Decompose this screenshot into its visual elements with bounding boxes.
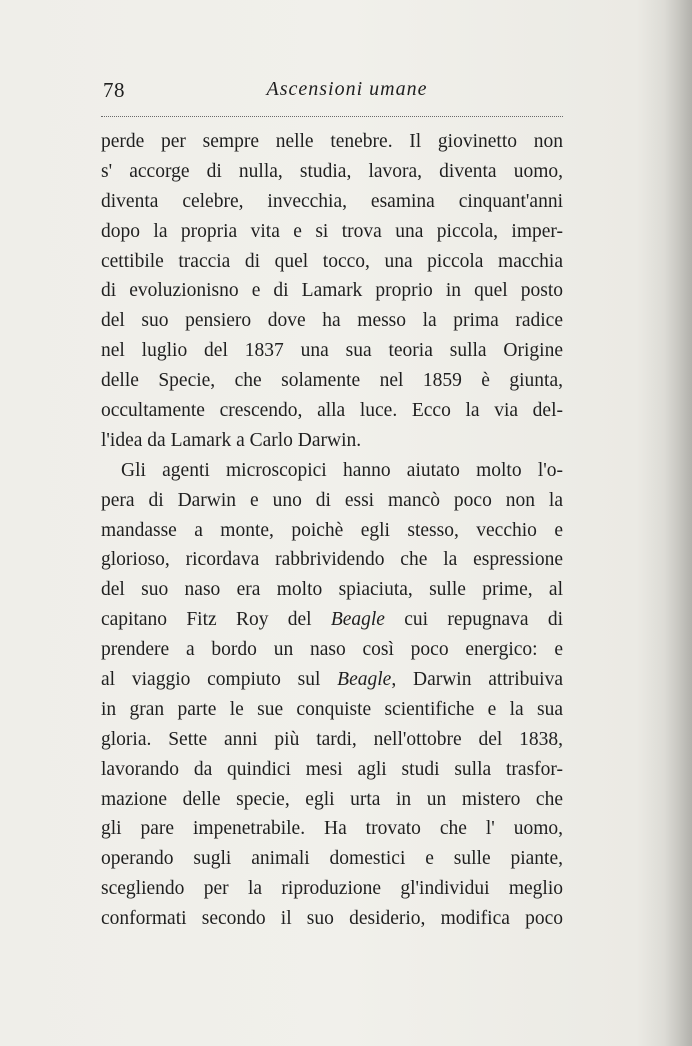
header-rule (101, 116, 563, 117)
text-line: al viaggio compiuto sul Beagle, Darwin attribuiva (101, 669, 563, 691)
text-line: dopo la propria vita e si trova una piccola, imper- (101, 220, 563, 242)
text-line: s' accorge di nulla, studia, lavora, diventa uomo, (101, 160, 563, 182)
text-line: nel luglio del 1837 una sua teoria sulla Origine (101, 340, 563, 362)
text-line: prendere a bordo un naso così poco energico: e (101, 639, 563, 661)
text-line: operando sugli animali domestici e sulle piante, (101, 848, 563, 870)
text-line: pera di Darwin e uno di essi mancò poco non la (101, 489, 563, 511)
text-line: mandasse a monte, poichè egli stesso, vecchio e (101, 519, 563, 541)
text-line: gloria. Sette anni più tardi, nell'ottobre del 1838, (101, 728, 563, 750)
text-line: l'idea da Lamark a Carlo Darwin. (101, 429, 362, 451)
text-line: gli pare impenetrabile. Ha trovato che l' uomo, (101, 818, 563, 840)
text-line: cettibile traccia di quel tocco, una piccola macchia (101, 250, 563, 272)
paragraph-2 (101, 456, 563, 934)
body-text (101, 127, 563, 934)
text-line: mazione delle specie, egli urta in un mistero che (101, 788, 563, 810)
running-title: Ascensioni umane (266, 78, 428, 100)
text-line: capitano Fitz Roy del Beagle cui repugnava di (101, 609, 563, 631)
text-line: delle Specie, che solamente nel 1859 è giunta, (101, 370, 563, 392)
text-line: in gran parte le sue conquiste scientifiche e la sua (101, 698, 563, 720)
text-line: di evoluzionisno e di Lamark proprio in quel posto (101, 280, 563, 302)
text-line: del suo pensiero dove ha messo la prima radice (101, 310, 563, 332)
text-line: perde per sempre nelle tenebre. Il giovinetto non (101, 131, 563, 152)
text-line: glorioso, ricordava rabbrividendo che la espressione (101, 549, 563, 571)
page-number: 78 (103, 78, 125, 102)
text-line: scegliendo per la riproduzione gl'individui meglio (101, 878, 563, 900)
text-line: occultamente crescendo, alla luce. Ecco la via del- (101, 400, 563, 422)
text-line: del suo naso era molto spiaciuta, sulle prime, al (101, 579, 563, 601)
paragraph-1 (101, 127, 563, 456)
page-header (101, 78, 563, 110)
text-line: conformati secondo il suo desiderio, modifica poco (101, 908, 563, 930)
ship-name: Beagle (330, 609, 385, 631)
text-line: lavorando da quindici mesi agli studi sulla trasfor- (101, 758, 563, 780)
text-line: Gli agenti microscopici hanno aiutato molto l'o- (121, 459, 563, 481)
spine-shadow (664, 0, 692, 1046)
text-line: diventa celebre, invecchia, esamina cinquant'anni (101, 190, 563, 212)
ship-name: Beagle (337, 669, 392, 691)
